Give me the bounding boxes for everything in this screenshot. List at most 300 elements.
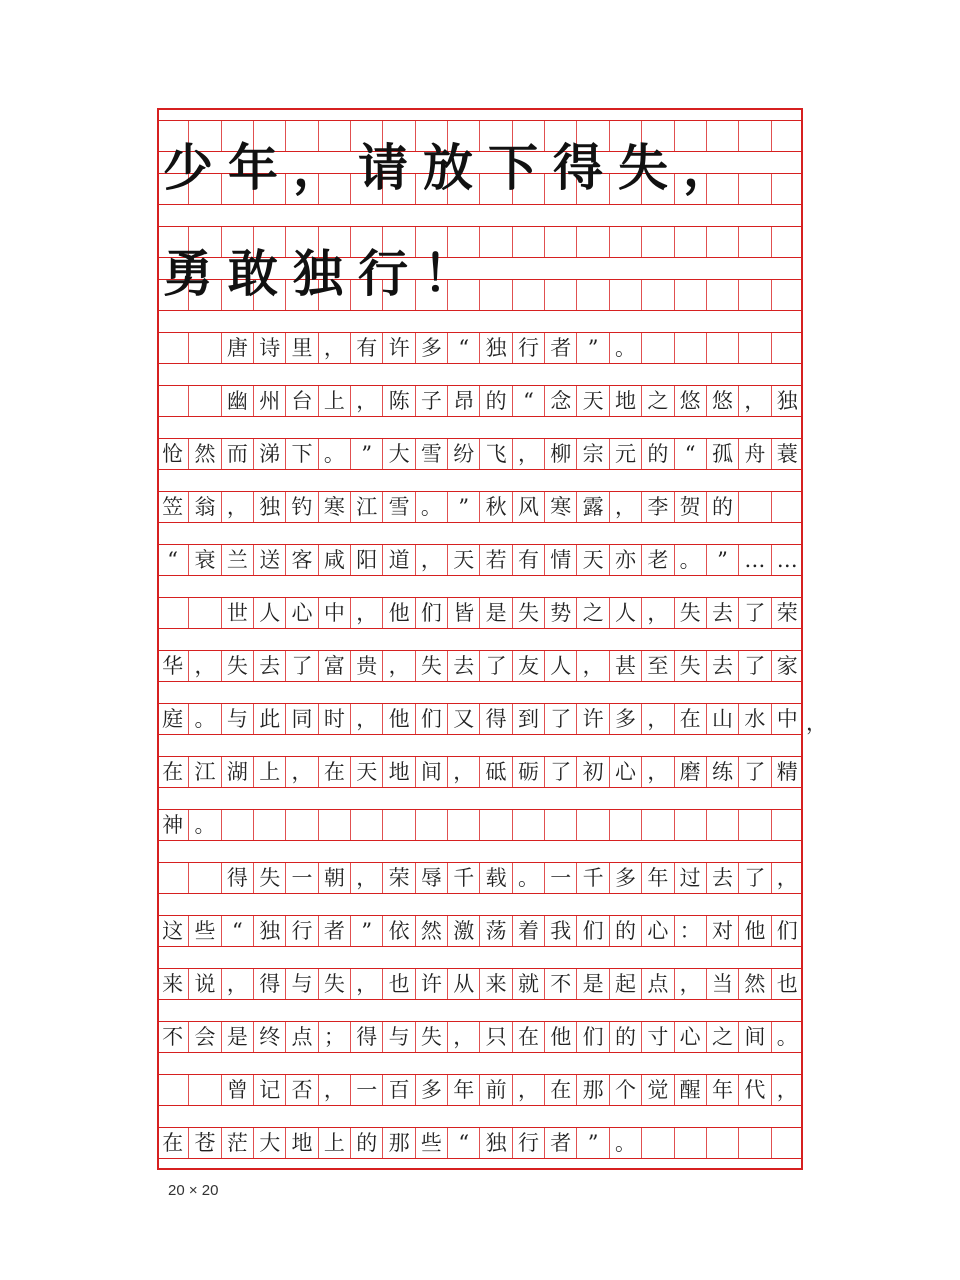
grid-cell xyxy=(739,492,771,522)
grid-cell: 年 xyxy=(707,1075,739,1105)
grid-cell xyxy=(189,333,221,363)
grid-cell: 蓑 xyxy=(776,441,798,466)
grid-cell: 心 xyxy=(675,1022,707,1052)
grid-cell: 否 xyxy=(286,1075,318,1105)
grid-cell xyxy=(189,598,221,628)
grid-cell xyxy=(610,227,642,257)
grid-cell: 的 xyxy=(610,916,642,946)
grid-cell xyxy=(480,810,512,840)
grid-cell: 独 xyxy=(480,1128,512,1158)
grid-cell: ， xyxy=(351,969,383,999)
grid-cell: 初 xyxy=(577,757,609,787)
grid-cell: 中 xyxy=(776,706,798,731)
grid-cell xyxy=(286,810,318,840)
grid-cell: 一 xyxy=(545,863,577,893)
grid-cell: ， xyxy=(319,333,351,363)
grid-cell xyxy=(675,333,707,363)
grid-cell: 。 xyxy=(189,810,221,840)
grid-cell: 了 xyxy=(545,757,577,787)
grid-cell: 。 xyxy=(189,704,221,734)
grid-cell: ， xyxy=(351,863,383,893)
grid-row xyxy=(157,438,803,470)
grid-cell: 多 xyxy=(610,704,642,734)
grid-cell xyxy=(416,810,448,840)
grid-cell: 去 xyxy=(707,863,739,893)
grid-cell: 地 xyxy=(610,386,642,416)
grid-cell xyxy=(642,280,674,310)
grid-cell: 州 xyxy=(254,386,286,416)
grid-cell: 翁 xyxy=(189,492,221,522)
grid-cell: 失 xyxy=(319,969,351,999)
grid-cell: 失 xyxy=(254,863,286,893)
grid-cell: 上 xyxy=(254,757,286,787)
grid-cell: 神 xyxy=(157,810,189,840)
grid-cell: ， xyxy=(776,865,798,890)
grid-cell: 悠 xyxy=(675,386,707,416)
grid-cell: 势 xyxy=(545,598,577,628)
grid-cell: 笠 xyxy=(157,492,189,522)
grid-cell: 中 xyxy=(319,598,351,628)
grid-cell: 上 xyxy=(319,386,351,416)
grid-cell xyxy=(707,810,739,840)
grid-cell xyxy=(157,598,189,628)
grid-cell: 天 xyxy=(577,386,609,416)
grid-row xyxy=(157,1021,803,1053)
grid-cell xyxy=(577,810,609,840)
grid-cell: 在 xyxy=(157,1128,189,1158)
grid-cell: 磨 xyxy=(675,757,707,787)
grid-cell: 纷 xyxy=(448,439,480,469)
grid-cell xyxy=(545,227,577,257)
grid-cell: ， xyxy=(739,386,771,416)
grid-cell: ； xyxy=(319,1022,351,1052)
grid-cell: “ xyxy=(448,1128,480,1158)
grid-cell: 多 xyxy=(416,1075,448,1105)
grid-cell: 露 xyxy=(577,492,609,522)
grid-cell: 。 xyxy=(513,863,545,893)
grid-cell: 精 xyxy=(776,759,798,784)
grid-cell: … xyxy=(776,547,798,572)
grid-cell: 说 xyxy=(189,969,221,999)
grid-cell: ， xyxy=(610,492,642,522)
grid-cell: 在 xyxy=(157,757,189,787)
grid-cell: 心 xyxy=(610,757,642,787)
grid-cell: 衰 xyxy=(189,545,221,575)
grid-cell: ” xyxy=(577,1128,609,1158)
grid-cell: 者 xyxy=(319,916,351,946)
grid-cell: 千 xyxy=(448,863,480,893)
grid-cell: 茫 xyxy=(222,1128,254,1158)
grid-cell: 了 xyxy=(739,863,771,893)
grid-cell: 得 xyxy=(480,704,512,734)
grid-cell: 时 xyxy=(319,704,351,734)
grid-cell: 柳 xyxy=(545,439,577,469)
grid-cell: 然 xyxy=(416,916,448,946)
grid-cell xyxy=(189,386,221,416)
grid-cell: 独 xyxy=(480,333,512,363)
grid-cell: 来 xyxy=(480,969,512,999)
grid-cell: ， xyxy=(448,1022,480,1052)
grid-cell: 子 xyxy=(416,386,448,416)
grid-cell: 友 xyxy=(513,651,545,681)
grid-cell: 亦 xyxy=(610,545,642,575)
grid-cell: 砥 xyxy=(480,757,512,787)
grid-cell: 曾 xyxy=(222,1075,254,1105)
grid-cell xyxy=(157,1075,189,1105)
grid-cell xyxy=(675,227,707,257)
grid-cell: ， xyxy=(351,386,383,416)
grid-cell: 当 xyxy=(707,969,739,999)
grid-cell: 然 xyxy=(189,439,221,469)
grid-cell: 多 xyxy=(416,333,448,363)
grid-cell: 贺 xyxy=(675,492,707,522)
grid-cell: ， xyxy=(222,492,254,522)
grid-cell: 行 xyxy=(513,333,545,363)
grid-cell: 甚 xyxy=(610,651,642,681)
grid-cell xyxy=(772,174,803,204)
grid-cell xyxy=(772,1128,803,1158)
grid-cell xyxy=(739,1128,771,1158)
grid-cell: 荡 xyxy=(480,916,512,946)
grid-cell: 们 xyxy=(416,704,448,734)
grid-cell xyxy=(642,1128,674,1158)
grid-cell: 然 xyxy=(739,969,771,999)
grid-cell: 咸 xyxy=(319,545,351,575)
grid-cell: 记 xyxy=(254,1075,286,1105)
grid-row xyxy=(157,1074,803,1106)
grid-cell xyxy=(642,227,674,257)
grid-cell: 们 xyxy=(416,598,448,628)
grid-cell: 砺 xyxy=(513,757,545,787)
grid-cell: 了 xyxy=(739,651,771,681)
grid-cell: 送 xyxy=(254,545,286,575)
grid-row xyxy=(157,915,803,947)
grid-cell: 许 xyxy=(416,969,448,999)
grid-cell: 。 xyxy=(319,439,351,469)
grid-cell: ， xyxy=(513,439,545,469)
grid-cell: 。 xyxy=(416,492,448,522)
grid-cell: ， xyxy=(189,651,221,681)
grid-cell: 寒 xyxy=(545,492,577,522)
grid-cell: ” xyxy=(351,439,383,469)
grid-cell: 过 xyxy=(675,863,707,893)
grid-cell xyxy=(642,333,674,363)
grid-cell: 他 xyxy=(383,598,415,628)
grid-cell xyxy=(351,810,383,840)
grid-cell xyxy=(707,227,739,257)
grid-cell: 。 xyxy=(610,1128,642,1158)
grid-cell: ， xyxy=(416,545,448,575)
grid-row xyxy=(157,597,803,629)
grid-cell: 在 xyxy=(675,704,707,734)
grid-cell: 富 xyxy=(319,651,351,681)
grid-cell: 此 xyxy=(254,704,286,734)
grid-cell: 与 xyxy=(286,969,318,999)
grid-cell: 在 xyxy=(513,1022,545,1052)
grid-cell xyxy=(707,280,739,310)
grid-cell: 李 xyxy=(642,492,674,522)
grid-cell: 在 xyxy=(545,1075,577,1105)
grid-cell: 一 xyxy=(351,1075,383,1105)
grid-cell xyxy=(675,810,707,840)
grid-row xyxy=(157,756,803,788)
grid-cell: 怆 xyxy=(157,439,189,469)
grid-row xyxy=(157,1127,803,1159)
grid-cell: 宗 xyxy=(577,439,609,469)
grid-cell: 间 xyxy=(416,757,448,787)
grid-cell: 前 xyxy=(480,1075,512,1105)
grid-cell: 华 xyxy=(157,651,189,681)
grid-cell: 得 xyxy=(222,863,254,893)
grid-cell: 去 xyxy=(448,651,480,681)
grid-cell: ， xyxy=(383,651,415,681)
grid-row xyxy=(157,332,803,364)
grid-cell: 地 xyxy=(383,757,415,787)
grid-cell: 的 xyxy=(480,386,512,416)
grid-cell: 会 xyxy=(189,1022,221,1052)
grid-cell: 。 xyxy=(776,1024,798,1049)
grid-cell: 秋 xyxy=(480,492,512,522)
grid-cell: 里 xyxy=(286,333,318,363)
grid-cell: 寒 xyxy=(319,492,351,522)
grid-cell: 不 xyxy=(157,1022,189,1052)
grid-cell: 个 xyxy=(610,1075,642,1105)
grid-row xyxy=(157,862,803,894)
grid-cell: 的 xyxy=(707,492,739,522)
grid-cell: ” xyxy=(351,916,383,946)
grid-cell: 在 xyxy=(319,757,351,787)
grid-cell xyxy=(739,333,771,363)
grid-cell: 钓 xyxy=(286,492,318,522)
grid-cell: 天 xyxy=(351,757,383,787)
grid-cell: 情 xyxy=(545,545,577,575)
grid-cell: 之 xyxy=(642,386,674,416)
grid-cell: 老 xyxy=(642,545,674,575)
grid-cell: ， xyxy=(776,1077,798,1102)
grid-cell: 家 xyxy=(776,653,798,678)
grid-cell: 陈 xyxy=(383,386,415,416)
grid-cell: 独 xyxy=(254,492,286,522)
grid-cell: ” xyxy=(448,492,480,522)
grid-cell: 者 xyxy=(545,333,577,363)
grid-cell: 天 xyxy=(577,545,609,575)
grid-cell: ， xyxy=(642,704,674,734)
grid-cell: 风 xyxy=(513,492,545,522)
grid-cell: 是 xyxy=(222,1022,254,1052)
grid-cell: 失 xyxy=(416,651,448,681)
grid-cell xyxy=(772,492,803,522)
grid-cell xyxy=(319,810,351,840)
grid-cell xyxy=(157,333,189,363)
grid-cell xyxy=(610,280,642,310)
grid-cell xyxy=(772,280,803,310)
grid-cell: 独 xyxy=(776,388,798,413)
grid-cell: 元 xyxy=(610,439,642,469)
grid-cell: 起 xyxy=(610,969,642,999)
grid-cell: ” xyxy=(707,545,739,575)
grid-cell: 兰 xyxy=(222,545,254,575)
grid-cell xyxy=(383,810,415,840)
grid-cell: 去 xyxy=(254,651,286,681)
grid-cell: 得 xyxy=(254,969,286,999)
grid-cell: ， xyxy=(222,969,254,999)
grid-cell: ， xyxy=(351,704,383,734)
grid-cell: 雪 xyxy=(383,492,415,522)
grid-cell: 湖 xyxy=(222,757,254,787)
grid-cell: 千 xyxy=(577,863,609,893)
grid-cell xyxy=(254,810,286,840)
grid-cell: 人 xyxy=(610,598,642,628)
grid-cell: 荣 xyxy=(776,600,798,625)
grid-cell: 也 xyxy=(776,971,798,996)
grid-cell xyxy=(772,810,803,840)
grid-cell: 水 xyxy=(739,704,771,734)
grid-cell: 不 xyxy=(545,969,577,999)
grid-row xyxy=(157,703,803,735)
grid-cell: ： xyxy=(675,916,707,946)
grid-cell: 。 xyxy=(610,333,642,363)
grid-cell: 来 xyxy=(157,969,189,999)
grid-cell xyxy=(545,810,577,840)
grid-cell: 心 xyxy=(286,598,318,628)
grid-cell: 些 xyxy=(416,1128,448,1158)
grid-cell: 他 xyxy=(545,1022,577,1052)
grid-cell: 飞 xyxy=(480,439,512,469)
grid-cell: 点 xyxy=(642,969,674,999)
grid-cell: 涕 xyxy=(254,439,286,469)
grid-cell: 诗 xyxy=(254,333,286,363)
grid-cell: 江 xyxy=(351,492,383,522)
grid-cell: 许 xyxy=(577,704,609,734)
grid-cell: 代 xyxy=(739,1075,771,1105)
grid-cell: ， xyxy=(513,1075,545,1105)
grid-row xyxy=(157,385,803,417)
grid-cell: 他 xyxy=(383,704,415,734)
grid-cell: 的 xyxy=(610,1022,642,1052)
grid-cell: 一 xyxy=(286,863,318,893)
grid-cell: 至 xyxy=(642,651,674,681)
grid-cell: 是 xyxy=(577,969,609,999)
grid-cell: 年 xyxy=(642,863,674,893)
grid-cell xyxy=(545,280,577,310)
grid-cell: 许 xyxy=(383,333,415,363)
grid-cell xyxy=(513,280,545,310)
grid-cell: 依 xyxy=(383,916,415,946)
grid-cell: 点 xyxy=(286,1022,318,1052)
grid-cell xyxy=(772,121,803,151)
grid-cell xyxy=(157,863,189,893)
grid-cell: 独 xyxy=(254,916,286,946)
grid-cell: 苍 xyxy=(189,1128,221,1158)
grid-cell: 是 xyxy=(480,598,512,628)
grid-cell: “ xyxy=(157,545,189,575)
grid-cell: 从 xyxy=(448,969,480,999)
grid-cell: “ xyxy=(222,916,254,946)
grid-cell: 也 xyxy=(383,969,415,999)
grid-cell: 上 xyxy=(319,1128,351,1158)
grid-cell: 载 xyxy=(480,863,512,893)
grid-cell: 孤 xyxy=(707,439,739,469)
grid-cell: 阳 xyxy=(351,545,383,575)
grid-cell: 了 xyxy=(480,651,512,681)
grid-cell: 人 xyxy=(545,651,577,681)
grid-cell xyxy=(772,227,803,257)
grid-cell: 行 xyxy=(513,1128,545,1158)
grid-cell: 练 xyxy=(707,757,739,787)
essay-title-line-2: 勇敢独行！ xyxy=(163,244,488,303)
grid-cell: 寸 xyxy=(642,1022,674,1052)
overflow-punctuation: ， xyxy=(806,711,827,735)
grid-cell: 觉 xyxy=(642,1075,674,1105)
grid-cell: “ xyxy=(448,333,480,363)
grid-cell xyxy=(513,810,545,840)
grid-row xyxy=(157,544,803,576)
grid-cell: 有 xyxy=(351,333,383,363)
grid-cell: 失 xyxy=(675,598,707,628)
grid-cell: 多 xyxy=(610,863,642,893)
essay-title-line-1: 少年，请放下得失， xyxy=(163,138,748,197)
grid-cell: 我 xyxy=(545,916,577,946)
grid-cell: 人 xyxy=(254,598,286,628)
grid-cell: 的 xyxy=(642,439,674,469)
grid-cell: 失 xyxy=(675,651,707,681)
grid-cell: 有 xyxy=(513,545,545,575)
grid-cell: 与 xyxy=(222,704,254,734)
grid-cell: 舟 xyxy=(739,439,771,469)
grid-cell xyxy=(675,280,707,310)
grid-cell: 皆 xyxy=(448,598,480,628)
grid-cell: ， xyxy=(642,757,674,787)
grid-cell: 天 xyxy=(448,545,480,575)
grid-cell: 们 xyxy=(577,1022,609,1052)
grid-cell: 百 xyxy=(383,1075,415,1105)
grid-cell xyxy=(222,810,254,840)
grid-cell xyxy=(707,333,739,363)
grid-cell xyxy=(577,280,609,310)
grid-cell: 终 xyxy=(254,1022,286,1052)
grid-cell: 失 xyxy=(513,598,545,628)
grid-cell xyxy=(448,810,480,840)
grid-cell: ” xyxy=(577,333,609,363)
grid-cell: 这 xyxy=(157,916,189,946)
grid-cell: 大 xyxy=(254,1128,286,1158)
grid-cell: 失 xyxy=(222,651,254,681)
grid-cell: 客 xyxy=(286,545,318,575)
grid-cell: 念 xyxy=(545,386,577,416)
grid-cell: 激 xyxy=(448,916,480,946)
grid-cell: 们 xyxy=(776,918,798,943)
grid-cell xyxy=(513,227,545,257)
grid-cell: 贵 xyxy=(351,651,383,681)
grid-cell xyxy=(772,333,803,363)
grid-cell: 心 xyxy=(642,916,674,946)
grid-cell: … xyxy=(739,545,771,575)
grid-cell: 台 xyxy=(286,386,318,416)
grid-cell: 那 xyxy=(383,1128,415,1158)
grid-cell: 得 xyxy=(351,1022,383,1052)
grid-cell xyxy=(707,1128,739,1158)
grid-cell: 去 xyxy=(707,651,739,681)
grid-cell: 地 xyxy=(286,1128,318,1158)
grid-cell: 道 xyxy=(383,545,415,575)
grid-cell: 着 xyxy=(513,916,545,946)
grid-cell: 。 xyxy=(675,545,707,575)
grid-cell: 悠 xyxy=(707,386,739,416)
grid-cell: 又 xyxy=(448,704,480,734)
grid-cell: 辱 xyxy=(416,863,448,893)
grid-cell: 下 xyxy=(286,439,318,469)
grid-cell: 对 xyxy=(707,916,739,946)
